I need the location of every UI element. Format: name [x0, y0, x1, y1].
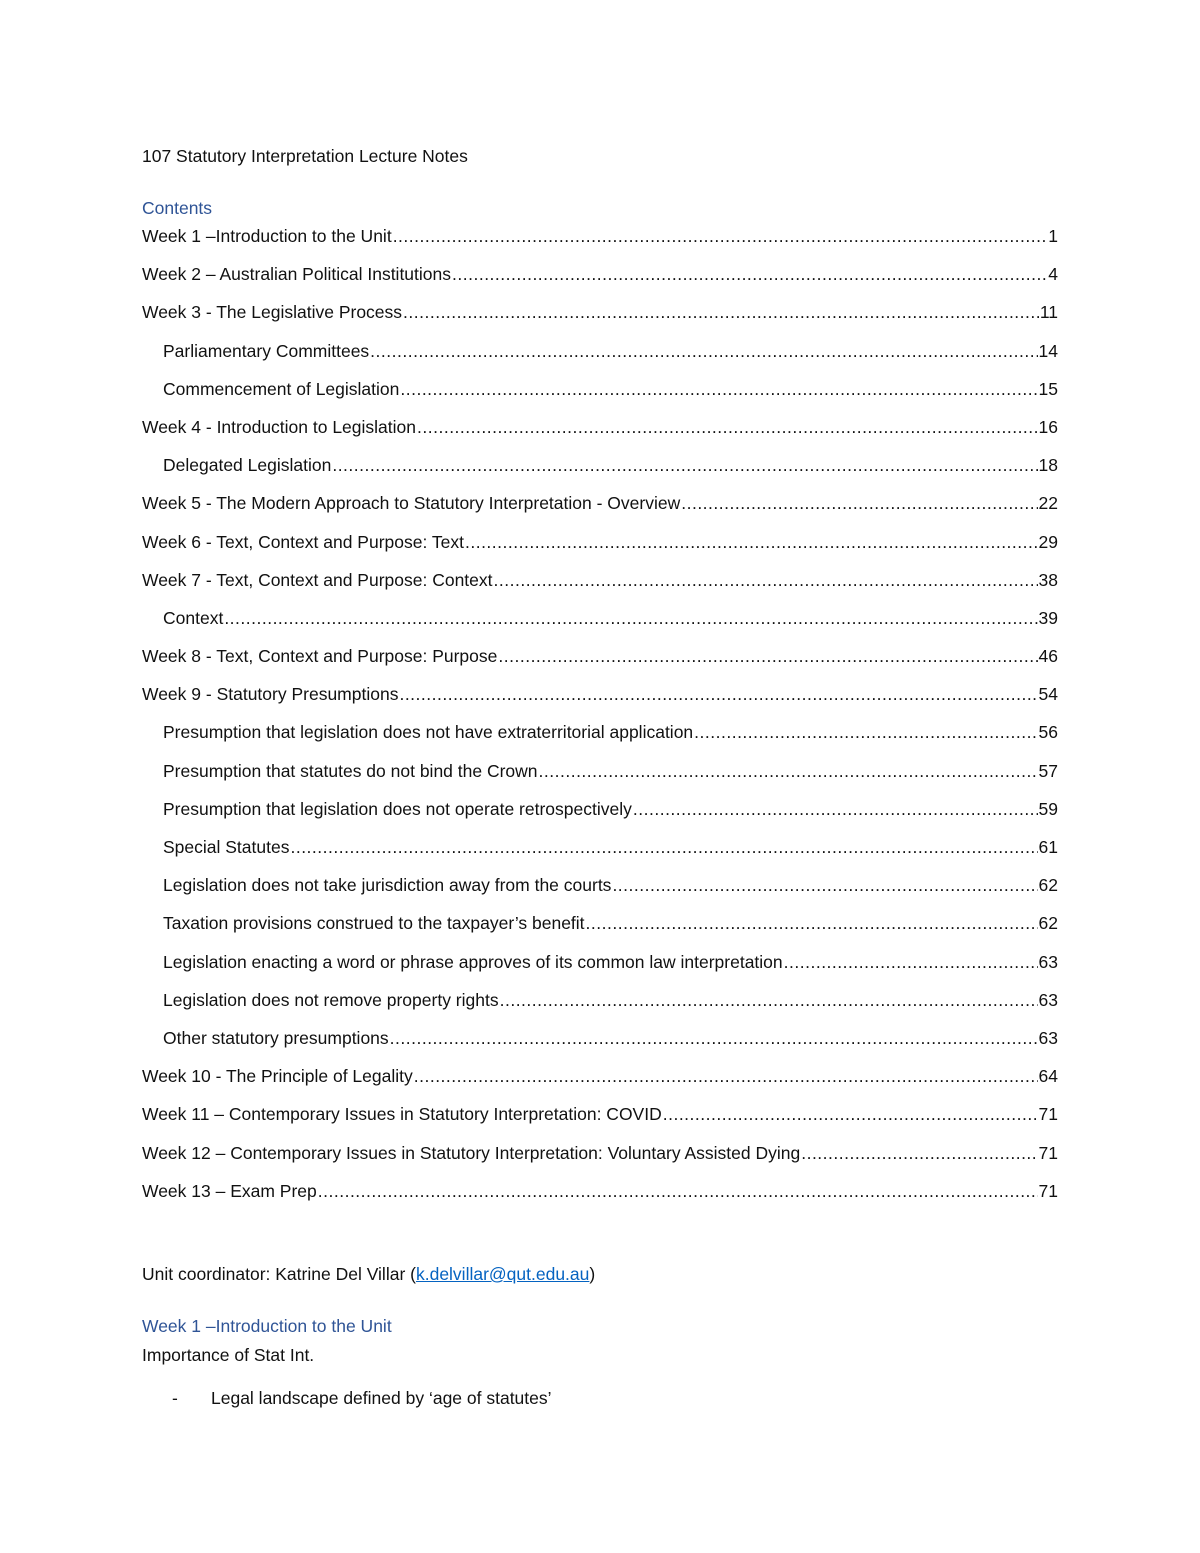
toc-entry[interactable]: [142, 871, 1058, 909]
toc-entry-title: Delegated Legislation: [163, 455, 332, 476]
toc-dot-leader: [452, 260, 1047, 288]
toc-entry-title: Legislation does not remove property rights: [163, 989, 499, 1010]
toc-page-number: 59: [1038, 798, 1058, 819]
toc-dot-leader: [612, 871, 1037, 899]
section-label: Importance of Stat Int.: [142, 1345, 315, 1365]
toc-dot-leader: [500, 986, 1038, 1014]
coordinator-email-link[interactable]: k.delvillar@qut.edu.au: [415, 1264, 590, 1284]
unit-coordinator-line: [142, 1262, 595, 1286]
toc-entry[interactable]: [142, 909, 1058, 947]
toc-entry-title: Week 9 - Statutory Presumptions: [142, 684, 399, 705]
toc-page-number: 15: [1038, 378, 1058, 399]
toc-entry-title: Week 11 – Contemporary Issues in Statutory Interpretation: COVID: [142, 1104, 662, 1125]
toc-entry[interactable]: [142, 642, 1058, 680]
toc-entry[interactable]: [142, 833, 1058, 871]
toc-entry[interactable]: [142, 795, 1058, 833]
toc-entry-title: Presumption that legislation does not have extraterritorial application: [163, 722, 694, 743]
toc-entry-title: Legislation does not take jurisdiction away from the courts: [163, 875, 612, 896]
toc-entry-title: Legislation enacting a word or phrase approves of its common law interpretation: [163, 951, 783, 972]
toc-entry[interactable]: [142, 451, 1058, 489]
week-1-heading: Week 1 –Introduction to the Unit: [142, 1316, 392, 1336]
toc-entry[interactable]: [142, 1062, 1058, 1100]
toc-entry[interactable]: [142, 1139, 1058, 1177]
toc-entry[interactable]: [142, 260, 1058, 298]
toc-dot-leader: [403, 298, 1039, 326]
toc-page-number: 63: [1038, 989, 1058, 1010]
toc-dot-leader: [498, 642, 1037, 670]
toc-entry-title: Week 3 - The Legislative Process: [142, 302, 403, 323]
toc-dot-leader: [390, 1024, 1038, 1052]
bullet-text: Legal landscape defined by ‘age of statutes’: [211, 1388, 552, 1408]
toc-dot-leader: [694, 718, 1037, 746]
table-of-contents: [142, 222, 1058, 1215]
toc-page-number: 22: [1038, 493, 1058, 514]
toc-entry-title: Week 8 - Text, Context and Purpose: Purpose: [142, 646, 498, 667]
toc-entry-title: Context: [163, 607, 224, 628]
toc-entry[interactable]: [142, 337, 1058, 375]
toc-dot-leader: [633, 795, 1038, 823]
toc-page-number: 71: [1038, 1142, 1058, 1163]
toc-page-number: 61: [1038, 837, 1058, 857]
toc-entry[interactable]: [142, 986, 1058, 1024]
toc-entry[interactable]: [142, 680, 1058, 718]
toc-dot-leader: [400, 375, 1037, 403]
toc-entry-title: Week 5 - The Modern Approach to Statutory Interpretation - Overview: [142, 493, 681, 514]
list-item: [172, 1386, 552, 1410]
toc-entry[interactable]: [142, 413, 1058, 451]
toc-dot-leader: [318, 1177, 1038, 1205]
toc-page-number: 29: [1038, 531, 1058, 552]
coordinator-suffix: ): [589, 1264, 596, 1284]
toc-dot-leader: [290, 833, 1037, 861]
toc-page-number: 62: [1038, 875, 1058, 896]
toc-dot-leader: [539, 757, 1038, 785]
document-title: 107 Statutory Interpretation Lecture Notes: [142, 146, 468, 166]
toc-dot-leader: [417, 413, 1038, 441]
toc-entry-title: Week 10 - The Principle of Legality: [142, 1066, 413, 1087]
toc-entry[interactable]: [142, 528, 1058, 566]
toc-entry-title: Week 4 - Introduction to Legislation: [142, 416, 417, 437]
bullet-list: [172, 1386, 552, 1410]
toc-entry[interactable]: [142, 1100, 1058, 1138]
toc-entry[interactable]: [142, 1177, 1058, 1215]
toc-entry-title: Week 6 - Text, Context and Purpose: Text: [142, 531, 464, 552]
toc-page-number: 16: [1038, 416, 1058, 437]
toc-dot-leader: [393, 222, 1048, 250]
bullet-marker: -: [172, 1388, 178, 1408]
toc-entry-title: Presumption that legislation does not operate retrospectively: [163, 798, 632, 819]
toc-page-number: 71: [1038, 1104, 1058, 1125]
toc-entry[interactable]: [142, 489, 1058, 527]
toc-page-number: 18: [1038, 455, 1058, 476]
toc-dot-leader: [801, 1139, 1037, 1167]
toc-dot-leader: [586, 909, 1038, 937]
toc-entry[interactable]: [142, 375, 1058, 413]
toc-dot-leader: [414, 1062, 1038, 1090]
toc-entry[interactable]: [142, 948, 1058, 986]
toc-dot-leader: [370, 337, 1037, 365]
toc-entry-title: Taxation provisions construed to the taxpayer’s benefit: [163, 913, 585, 934]
toc-page-number: 39: [1038, 607, 1058, 628]
toc-dot-leader: [681, 489, 1037, 517]
toc-page-number: 14: [1038, 340, 1058, 361]
toc-page-number: 71: [1038, 1180, 1058, 1201]
toc-page-number: 64: [1038, 1066, 1058, 1087]
toc-entry[interactable]: [142, 566, 1058, 604]
toc-heading: Contents: [142, 198, 213, 218]
toc-entry-title: Presumption that statutes do not bind the Crown: [163, 760, 538, 781]
toc-entry-title: Other statutory presumptions: [163, 1027, 389, 1048]
toc-page-number: 54: [1038, 684, 1058, 705]
toc-entry[interactable]: [142, 604, 1058, 642]
toc-entry[interactable]: [142, 1024, 1058, 1062]
toc-entry[interactable]: [142, 718, 1058, 756]
toc-entry[interactable]: [142, 757, 1058, 795]
toc-entry-title: Week 12 – Contemporary Issues in Statutory Interpretation: Voluntary Assisted Dying: [142, 1142, 801, 1163]
toc-page-number: 56: [1038, 722, 1058, 743]
toc-dot-leader: [224, 604, 1037, 632]
toc-dot-leader: [399, 680, 1037, 708]
toc-entry-title: Week 13 – Exam Prep: [142, 1180, 317, 1201]
toc-dot-leader: [494, 566, 1038, 594]
toc-page-number: 4: [1048, 264, 1058, 285]
toc-page-number: 62: [1038, 913, 1058, 934]
coordinator-prefix: Unit coordinator: Katrine Del Villar (: [142, 1264, 416, 1284]
toc-entry-title: Week 7 - Text, Context and Purpose: Context: [142, 569, 493, 590]
toc-dot-leader: [784, 948, 1038, 976]
toc-entry-title: Week 2 – Australian Political Institutions: [142, 264, 452, 285]
toc-dot-leader: [332, 451, 1037, 479]
toc-page-number: 63: [1038, 1027, 1058, 1048]
toc-entry-title: Week 1 –Introduction to the Unit: [142, 226, 392, 246]
toc-entry-title: Special Statutes: [163, 837, 290, 857]
toc-page-number: 46: [1038, 646, 1058, 667]
toc-page-number: 11: [1039, 302, 1058, 323]
toc-page-number: 57: [1038, 760, 1058, 781]
toc-page-number: 1: [1048, 226, 1058, 246]
toc-dot-leader: [663, 1100, 1038, 1128]
toc-page-number: 63: [1038, 951, 1058, 972]
toc-dot-leader: [465, 528, 1038, 556]
toc-entry-title: Parliamentary Committees: [163, 340, 370, 361]
toc-entry[interactable]: [142, 222, 1058, 260]
toc-entry[interactable]: [142, 298, 1058, 336]
toc-entry-title: Commencement of Legislation: [163, 378, 400, 399]
toc-page-number: 38: [1038, 569, 1058, 590]
